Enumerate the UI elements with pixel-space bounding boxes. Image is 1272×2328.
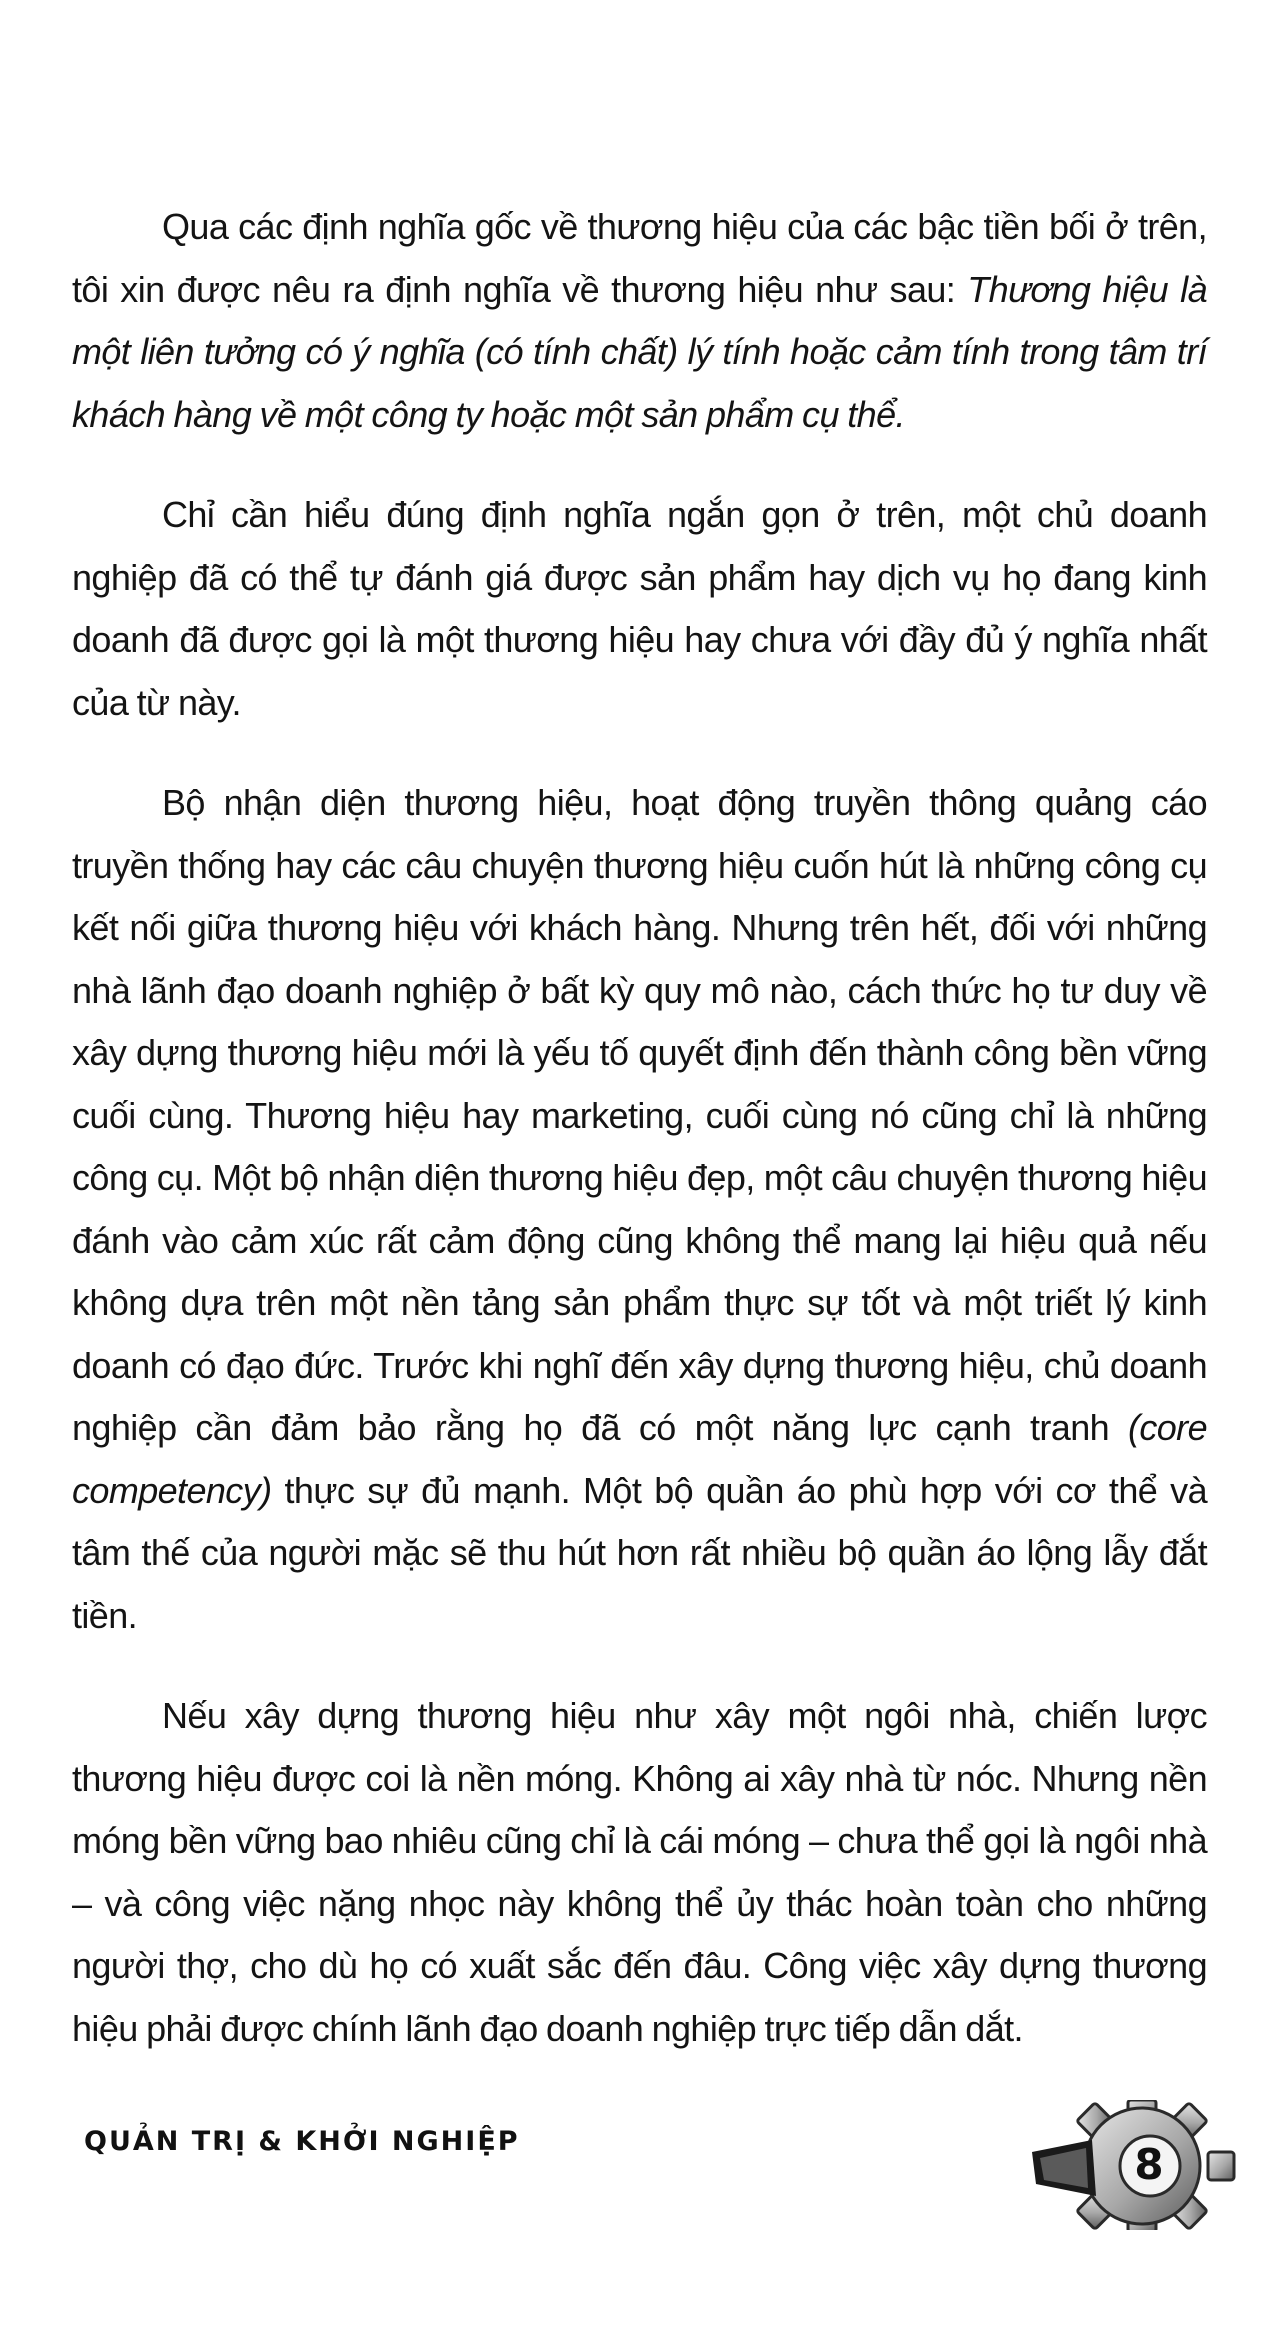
paragraph-definition [72,196,1207,446]
core-competency-term: (core competency) [72,1407,1207,1511]
page-footer [0,2100,1272,2240]
page-number: 8 [1134,2140,1164,2189]
definition-intro: Qua các định nghĩa gốc về thương hiệu của các bậc tiền bối ở trên, tôi xin được nêu ra định nghĩa về thương hiệu như sau: [72,206,1207,310]
definition-italic: Thương hiệu là một liên tưởng có ý nghĩa (có tính chất) lý tính hoặc cảm tính trong tâm trí khách hàng về một công ty hoặc một sản phẩm cụ thể. [72,268,1207,435]
paragraph-house-metaphor: Nếu xây dựng thương hiệu như xây một ngôi nhà, chiến lược thương hiệu được coi là nền móng. Không ai xây nhà từ nóc. Nhưng nền móng bền vững bao nhiêu cũng chỉ là cái móng – chưa thể gọi là ngôi nhà – và công việc nặng nhọc này không thể ủy thác hoàn toàn cho những người thợ, cho dù họ có xuất sắc đến đâu. Công việc xây dựng thương hiệu phải được chính lãnh đạo doanh nghiệp trực tiếp dẫn dắt. [72,1695,1207,2049]
brand-tools-text-2: thực sự đủ mạnh. Một bộ quần áo phù hợp với cơ thể và tâm thế của người mặc sẽ thu hút hơn rất nhiều bộ quần áo lộng lẫy đắt tiền. [72,1469,1207,1636]
series-title: QUẢN TRỊ & KHỞI NGHIỆP [84,2126,520,2157]
paragraph-brand-tools [72,772,1207,1647]
paragraph-understanding: Chỉ cần hiểu đúng định nghĩa ngắn gọn ở trên, một chủ doanh nghiệp đã có thể tự đánh giá được sản phẩm hay dịch vụ họ đang kinh doanh đã được gọi là một thương hiệu hay chưa với đầy đủ ý nghĩa nhất của từ này. [72,494,1207,723]
page-number-badge [1030,2100,1240,2230]
page-body [72,196,1207,2098]
brand-tools-text-1: Bộ nhận diện thương hiệu, hoạt động truyền thông quảng cáo truyền thống hay các câu chuyện thương hiệu cuốn hút là những công cụ kết nối giữa thương hiệu với khách hàng. Nhưng trên hết, đối với những nhà lãnh đạo doanh nghiệp ở bất kỳ quy mô nào, cách thức họ tư duy về xây dựng thương hiệu mới là yếu tố quyết định đến thành công bền vững cuối cùng. Thương hiệu hay marketing, cuối cùng nó cũng chỉ là những công cụ. Một bộ nhận diện thương hiệu đẹp, một câu chuyện thương hiệu đánh vào cảm xúc rất cảm động cũng không thể mang lại hiệu quả nếu không dựa trên một nền tảng sản phẩm thực sự tốt và một triết lý kinh doanh có đạo đức. Trước khi nghĩ đến xây dựng thương hiệu, chủ doanh nghiệp cần đảm bảo rằng họ đã có một năng lực cạnh tranh [72,782,1207,1448]
